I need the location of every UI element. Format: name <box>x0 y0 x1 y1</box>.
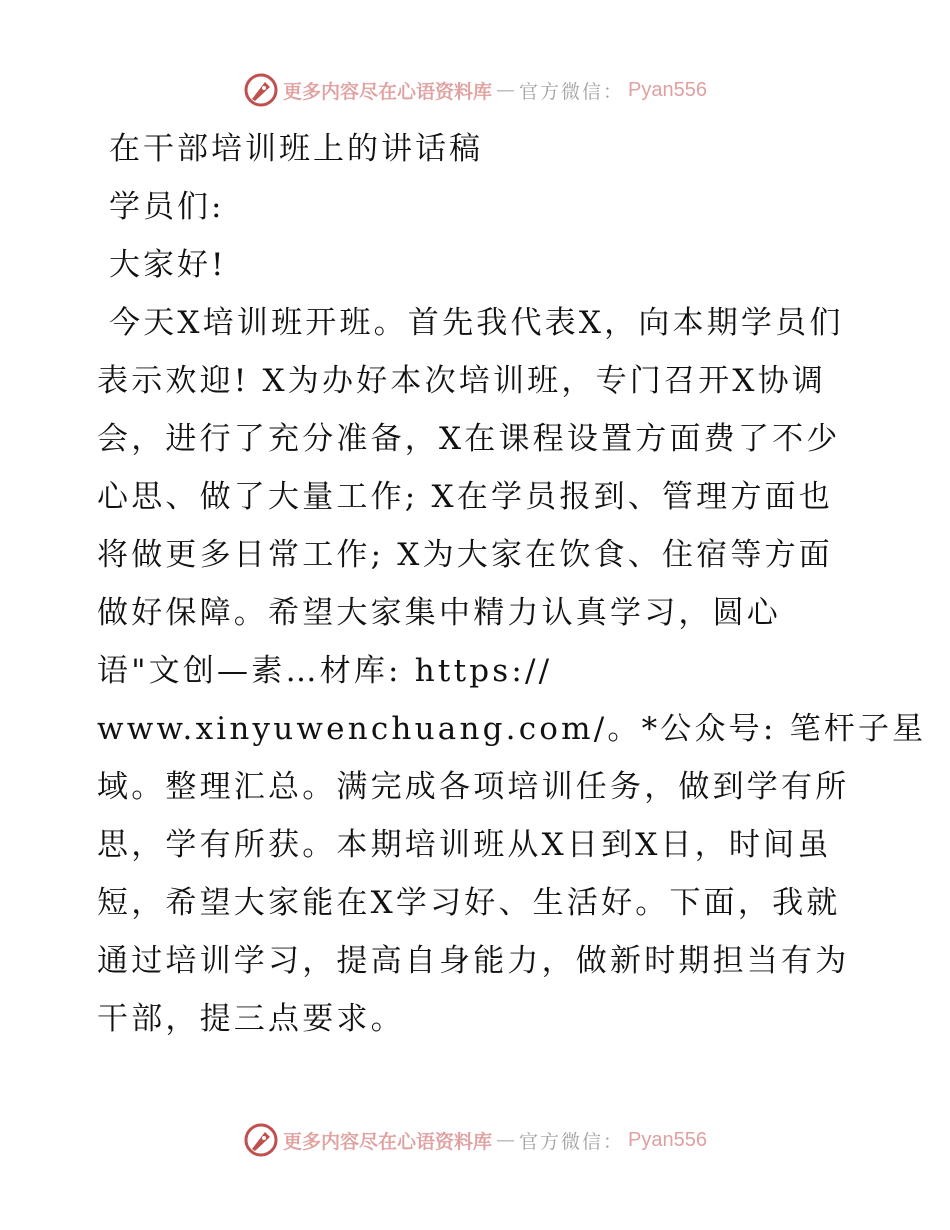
paragraph-line: 思，学有所获。本期培训班从X日到X日，时间虽 <box>97 827 832 863</box>
paragraph-line: 今天X培训班开班。首先我代表X，向本期学员们 <box>109 305 844 341</box>
banner-wechat-id: Pyan556 <box>628 1128 707 1151</box>
greeting: 大家好! <box>109 247 227 283</box>
paragraph-line: 语"文创—素…材库: https:// <box>97 653 553 689</box>
header-banner <box>0 70 950 110</box>
banner-content <box>243 72 707 108</box>
salutation: 学员们: <box>109 189 225 225</box>
pen-nib-logo-icon <box>243 72 279 108</box>
banner-wechat-label: 官方微信： <box>519 1130 625 1153</box>
paragraph-line: 心思、做了大量工作; X在学员报到、管理方面也 <box>97 479 833 515</box>
paragraph-line: 将做更多日常工作; X为大家在饮食、住宿等方面 <box>97 537 833 573</box>
paragraph-line: www.xinyuwenchuang.com/。*公众号: 笔杆子星 <box>97 711 927 747</box>
pen-nib-logo-icon <box>243 1122 279 1158</box>
paragraph-line: 干部，提三点要求。 <box>97 1001 405 1037</box>
body-paragraph <box>97 294 927 1048</box>
footer-banner <box>0 1120 950 1160</box>
paragraph-line: 做好保障。希望大家集中精力认真学习，圆心 <box>97 595 781 631</box>
document-title: 在干部培训班上的讲话稿 <box>109 131 483 167</box>
paragraph-line: 会，进行了充分准备，X在课程设置方面费了不少 <box>97 421 841 457</box>
banner-wechat-label: 官方微信： <box>519 80 625 103</box>
banner-dash: — <box>496 1129 516 1151</box>
paragraph-line: 短，希望大家能在X学习好、生活好。下面，我就 <box>97 885 841 921</box>
banner-dash: — <box>496 79 516 101</box>
banner-brand-text: 更多内容尽在心语资料库 <box>283 1130 493 1153</box>
paragraph-line: 通过培训学习，提高自身能力，做新时期担当有为 <box>97 943 850 979</box>
paragraph-line: 域。整理汇总。满完成各项培训任务，做到学有所 <box>97 769 850 805</box>
banner-brand-text: 更多内容尽在心语资料库 <box>283 80 493 103</box>
banner-wechat-id: Pyan556 <box>628 78 707 101</box>
paragraph-line: 表示欢迎! X为办好本次培训班，专门召开X协调 <box>97 363 827 399</box>
banner-content <box>243 1122 707 1158</box>
document-body <box>97 120 927 1048</box>
